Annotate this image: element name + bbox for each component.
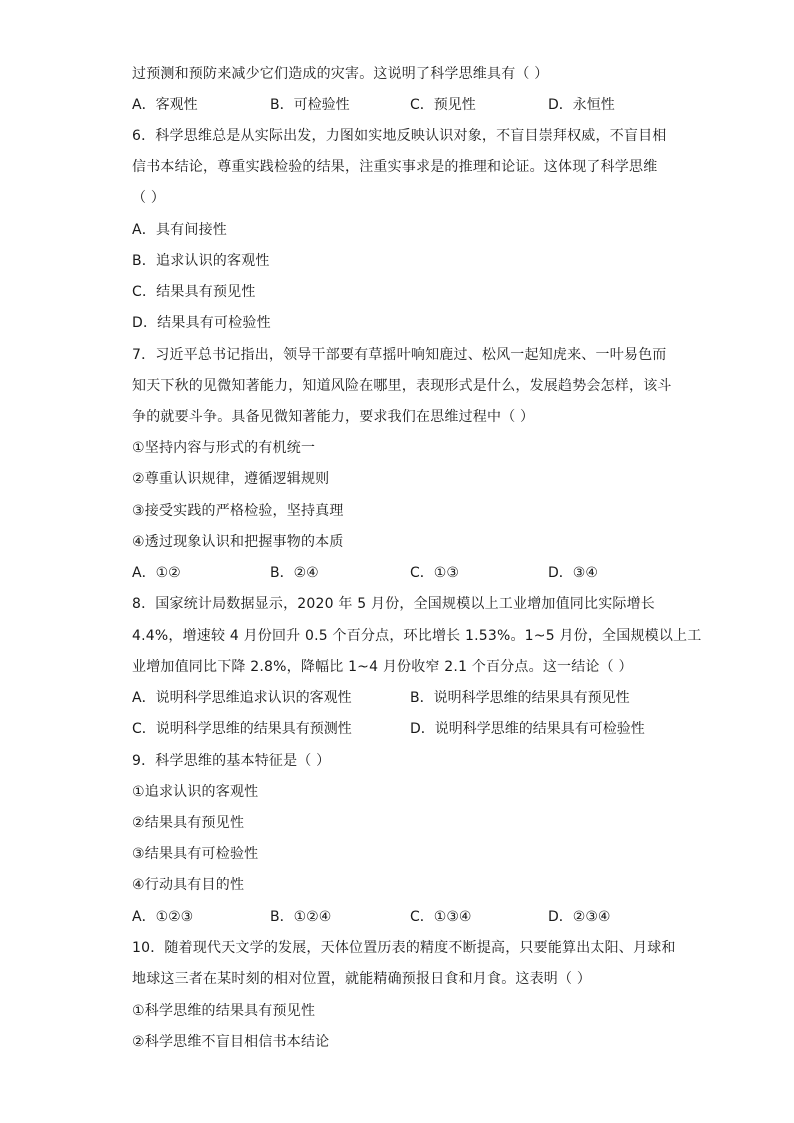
q9-statement-1: ①追求认识的客观性 <box>132 784 259 800</box>
q7-stem-line-1: 7．习近平总书记指出，领导干部要有草摇叶响知鹿过、松风一起知虎来、一叶易色而 <box>132 347 667 363</box>
q5-option-d: D．永恒性 <box>548 97 615 113</box>
q6-option-c: C．结果具有预见性 <box>132 284 256 300</box>
q7-option-b: B．②④ <box>270 565 319 581</box>
q8-option-c: C．说明科学思维的结果具有预测性 <box>132 721 352 737</box>
q8-stem-line-3: 业增加值同比下降 2.8%，降幅比 1~4 月份收窄 2.1 个百分点。这一结论（ ） <box>132 659 633 675</box>
q7-statement-4: ④透过现象认识和把握事物的本质 <box>132 534 344 550</box>
q6-option-a: A．具有间接性 <box>132 222 227 238</box>
q8-option-b: B．说明科学思维的结果具有预见性 <box>410 690 630 706</box>
q6-option-b: B．追求认识的客观性 <box>132 253 270 269</box>
q5-option-b: B．可检验性 <box>270 97 350 113</box>
q8-stem-line-1: 8．国家统计局数据显示，2020 年 5 月份，全国规模以上工业增加值同比实际增长 <box>132 596 655 612</box>
q9-statement-3: ③结果具有可检验性 <box>132 846 259 862</box>
q9-stem: 9．科学思维的基本特征是（ ） <box>132 753 331 769</box>
q10-statement-2: ②科学思维不盲目相信书本结论 <box>132 1034 330 1050</box>
q6-stem-line-3: （ ） <box>132 190 166 206</box>
q7-statement-1: ①坚持内容与形式的有机统一 <box>132 440 316 456</box>
q9-statement-2: ②结果具有预见性 <box>132 815 245 831</box>
q7-stem-line-3: 争的就要斗争。具备见微知著能力，要求我们在思维过程中（ ） <box>132 409 535 425</box>
q7-option-c: C．①③ <box>410 565 459 581</box>
q9-option-c: C．①③④ <box>410 909 472 925</box>
q5-option-a: A．客观性 <box>132 97 198 113</box>
q8-option-d: D．说明科学思维的结果具有可检验性 <box>410 721 645 737</box>
q10-statement-1: ①科学思维的结果具有预见性 <box>132 1003 316 1019</box>
q6-option-d: D．结果具有可检验性 <box>132 315 271 331</box>
q10-stem-line-2: 地球这三者在某时刻的相对位置，就能精确预报日食和月食。这表明（ ） <box>132 971 592 987</box>
q9-option-b: B．①②④ <box>270 909 332 925</box>
q6-stem-line-2: 信书本结论，尊重实践检验的结果，注重实事求是的推理和论证。这体现了科学思维 <box>132 159 658 175</box>
q7-statement-3: ③接受实践的严格检验，坚持真理 <box>132 503 344 519</box>
q7-option-d: D．③④ <box>548 565 598 581</box>
q7-stem-line-2: 知天下秋的见微知著能力，知道风险在哪里，表现形式是什么，发展趋势会怎样，该斗 <box>132 378 672 394</box>
q7-option-a: A．①② <box>132 565 181 581</box>
q8-stem-line-2: 4.4%，增速较 4 月份回升 0.5 个百分点，环比增长 1.53%。1~5 月份，全国规模以上工 <box>132 628 702 644</box>
q5-option-c: C．预见性 <box>410 97 476 113</box>
q9-option-d: D．②③④ <box>548 909 611 925</box>
q8-option-a: A．说明科学思维追求认识的客观性 <box>132 690 352 706</box>
q10-stem-line-1: 10．随着现代天文学的发展，天体位置历表的精度不断提高，只要能算出太阳、月球和 <box>132 940 676 956</box>
q9-statement-4: ④行动具有目的性 <box>132 877 245 893</box>
q7-statement-2: ②尊重认识规律，遵循逻辑规则 <box>132 471 330 487</box>
q6-stem-line-1: 6．科学思维总是从实际出发，力图如实地反映认识对象，不盲目崇拜权威，不盲目相 <box>132 128 667 144</box>
q5-stem-end: 过预测和预防来减少它们造成的灾害。这说明了科学思维具有（ ） <box>132 66 549 82</box>
q9-option-a: A．①②③ <box>132 909 194 925</box>
